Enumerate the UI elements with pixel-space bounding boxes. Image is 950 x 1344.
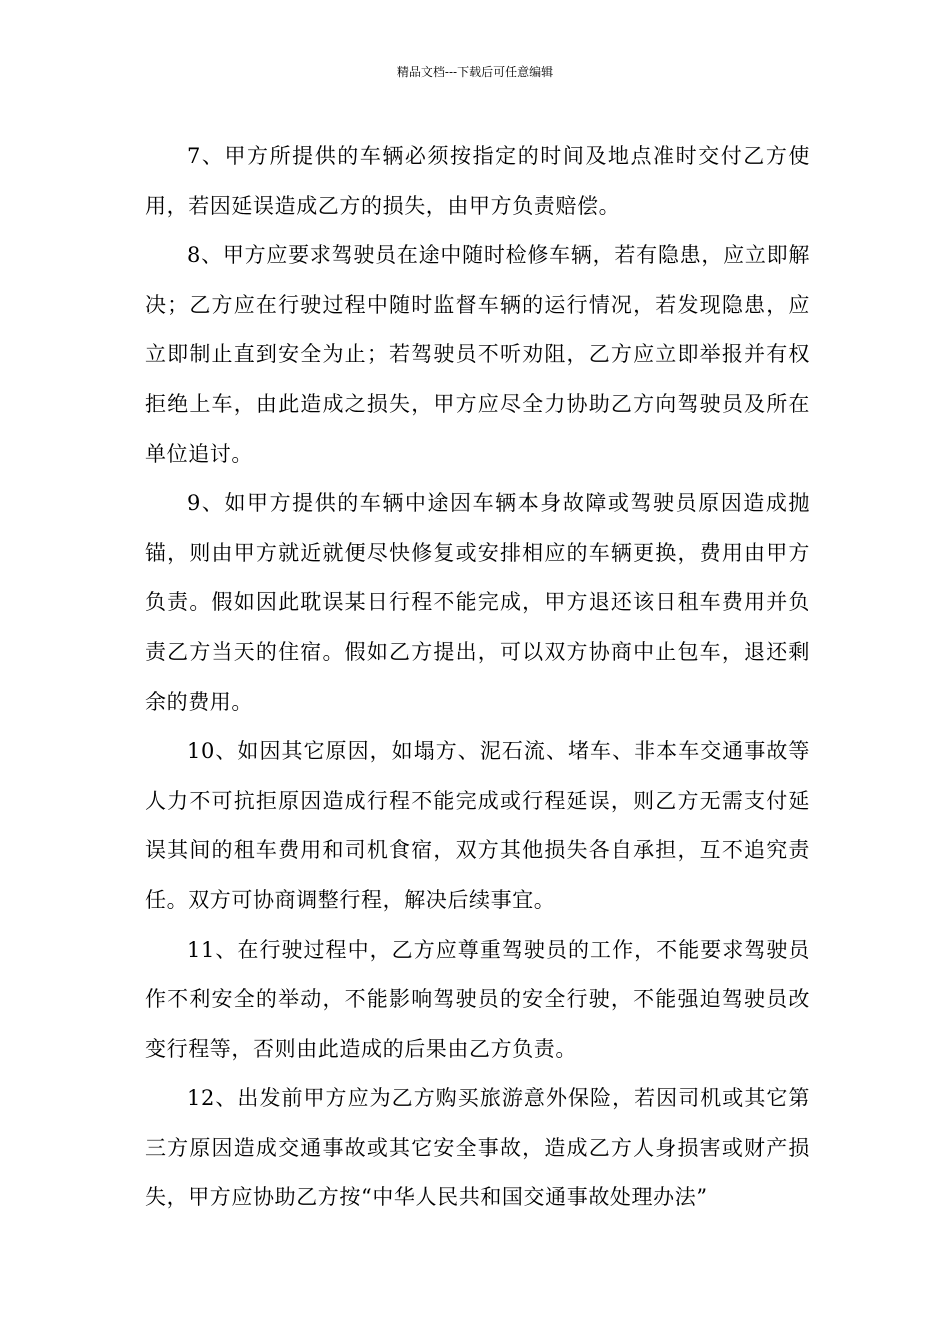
clause-7-paragraph: 7、甲方所提供的车辆必须按指定的时间及地点准时交付乙方使用，若因延误造成乙方的损失，由甲方负责赔偿。	[145, 144, 810, 218]
clause-9-paragraph: 9、如甲方提供的车辆中途因车辆本身故障或驾驶员原因造成抛锚，则由甲方就近就便尽快修复或安排相应的车辆更换，费用由甲方负责。假如因此耽误某日行程不能完成，甲方退还该日租车费用并负责乙方当天的住宿。假如乙方提出，可以双方协商中止包车，退还剩余的费用。	[145, 491, 810, 714]
clause-11-paragraph: 11、在行驶过程中，乙方应尊重驾驶员的工作，不能要求驾驶员作不利安全的举动，不能影响驾驶员的安全行驶，不能强迫驾驶员改变行程等，否则由此造成的后果由乙方负责。	[145, 937, 810, 1061]
document-body	[145, 132, 810, 1223]
clause-12-paragraph: 12、出发前甲方应为乙方购买旅游意外保险，若因司机或其它第三方原因造成交通事故或其它安全事故，造成乙方人身损害或财产损失，甲方应协助乙方按“中华人民共和国交通事故处理办法”	[145, 1086, 810, 1210]
clause-10-paragraph: 10、如因其它原因，如塌方、泥石流、堵车、非本车交通事故等人力不可抗拒原因造成行程不能完成或行程延误，则乙方无需支付延误其间的租车费用和司机食宿，双方其他损失各自承担，互不追究责任。双方可协商调整行程，解决后续事宜。	[145, 739, 810, 912]
clause-8-paragraph: 8、甲方应要求驾驶员在途中随时检修车辆，若有隐患，应立即解决；乙方应在行驶过程中随时监督车辆的运行情况，若发现隐患，应立即制止直到安全为止；若驾驶员不听劝阻，乙方应立即举报并有权拒绝上车，由此造成之损失，甲方应尽全力协助乙方向驾驶员及所在单位追讨。	[145, 243, 810, 466]
page-header: 精品文档---下载后可任意编辑	[396, 65, 554, 79]
